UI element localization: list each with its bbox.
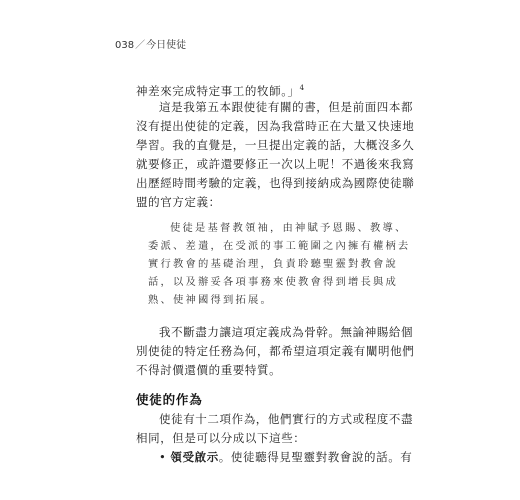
quote-line: 使徒是基督教領袖，由神賦予恩賜、教導、: [170, 222, 408, 234]
running-title: 今日使徒: [146, 40, 187, 51]
quote-line: 熟、使神國得到拓展。: [148, 294, 273, 306]
page-number: 038: [115, 40, 135, 51]
section-heading: 使徒的作為: [136, 392, 203, 407]
paragraph-line: 不得討價還價的重要特質。: [136, 363, 282, 377]
paragraph-line: 使徒有十二項作為，他們實行的方式或程度不盡: [159, 412, 414, 426]
quote-line: 實行教會的基礎治理，負責聆聽聖靈對教會說: [148, 258, 398, 270]
bullet-term: 領受啟示: [170, 450, 219, 464]
bullet-text: 。使徒聽得見聖靈對教會說的話。有: [218, 450, 413, 464]
paragraph-line: 出歷經時間考驗的定義，也得到接納成為國際使徒聯: [136, 176, 415, 190]
paragraph-line: 就要修正，或許還要修正一次以上呢！不過後來我寫: [136, 157, 415, 171]
quote-line: 委派、差遣，在受派的事工範圍之內擁有權柄去: [148, 240, 411, 252]
quote-ending-text: 神差來完成特定事工的牧師。」: [136, 83, 300, 98]
header-separator: ／: [135, 40, 146, 51]
running-header: [115, 36, 186, 51]
paragraph-line: 沒有提出使徒的定義，因為我當時正在大量又快速地: [136, 119, 415, 133]
bullet-marker: •: [159, 450, 167, 464]
paragraph-line: 這是我第五本跟使徒有關的書，但是前面四本都: [159, 100, 414, 114]
paragraph-line: 學習。我的直覺是，一旦提出定義的話，大概沒多久: [136, 138, 415, 152]
quote-ending-line: [136, 81, 305, 98]
paragraph-line: 我不斷盡力讓這項定義成為骨幹。無論神賜給個: [159, 325, 414, 339]
paragraph-line: 盟的官方定義：: [136, 195, 221, 209]
paragraph-line: 別使徒的特定任務為何，都希望這項定義有闡明他們: [136, 344, 415, 358]
paragraph-line: 相同，但是可以分成以下這些：: [136, 431, 306, 445]
quote-line: 話，以及辦妥各項事務來使教會得到增長與成: [148, 276, 398, 288]
bullet-item: [159, 450, 412, 464]
footnote-marker: 4: [299, 84, 305, 92]
